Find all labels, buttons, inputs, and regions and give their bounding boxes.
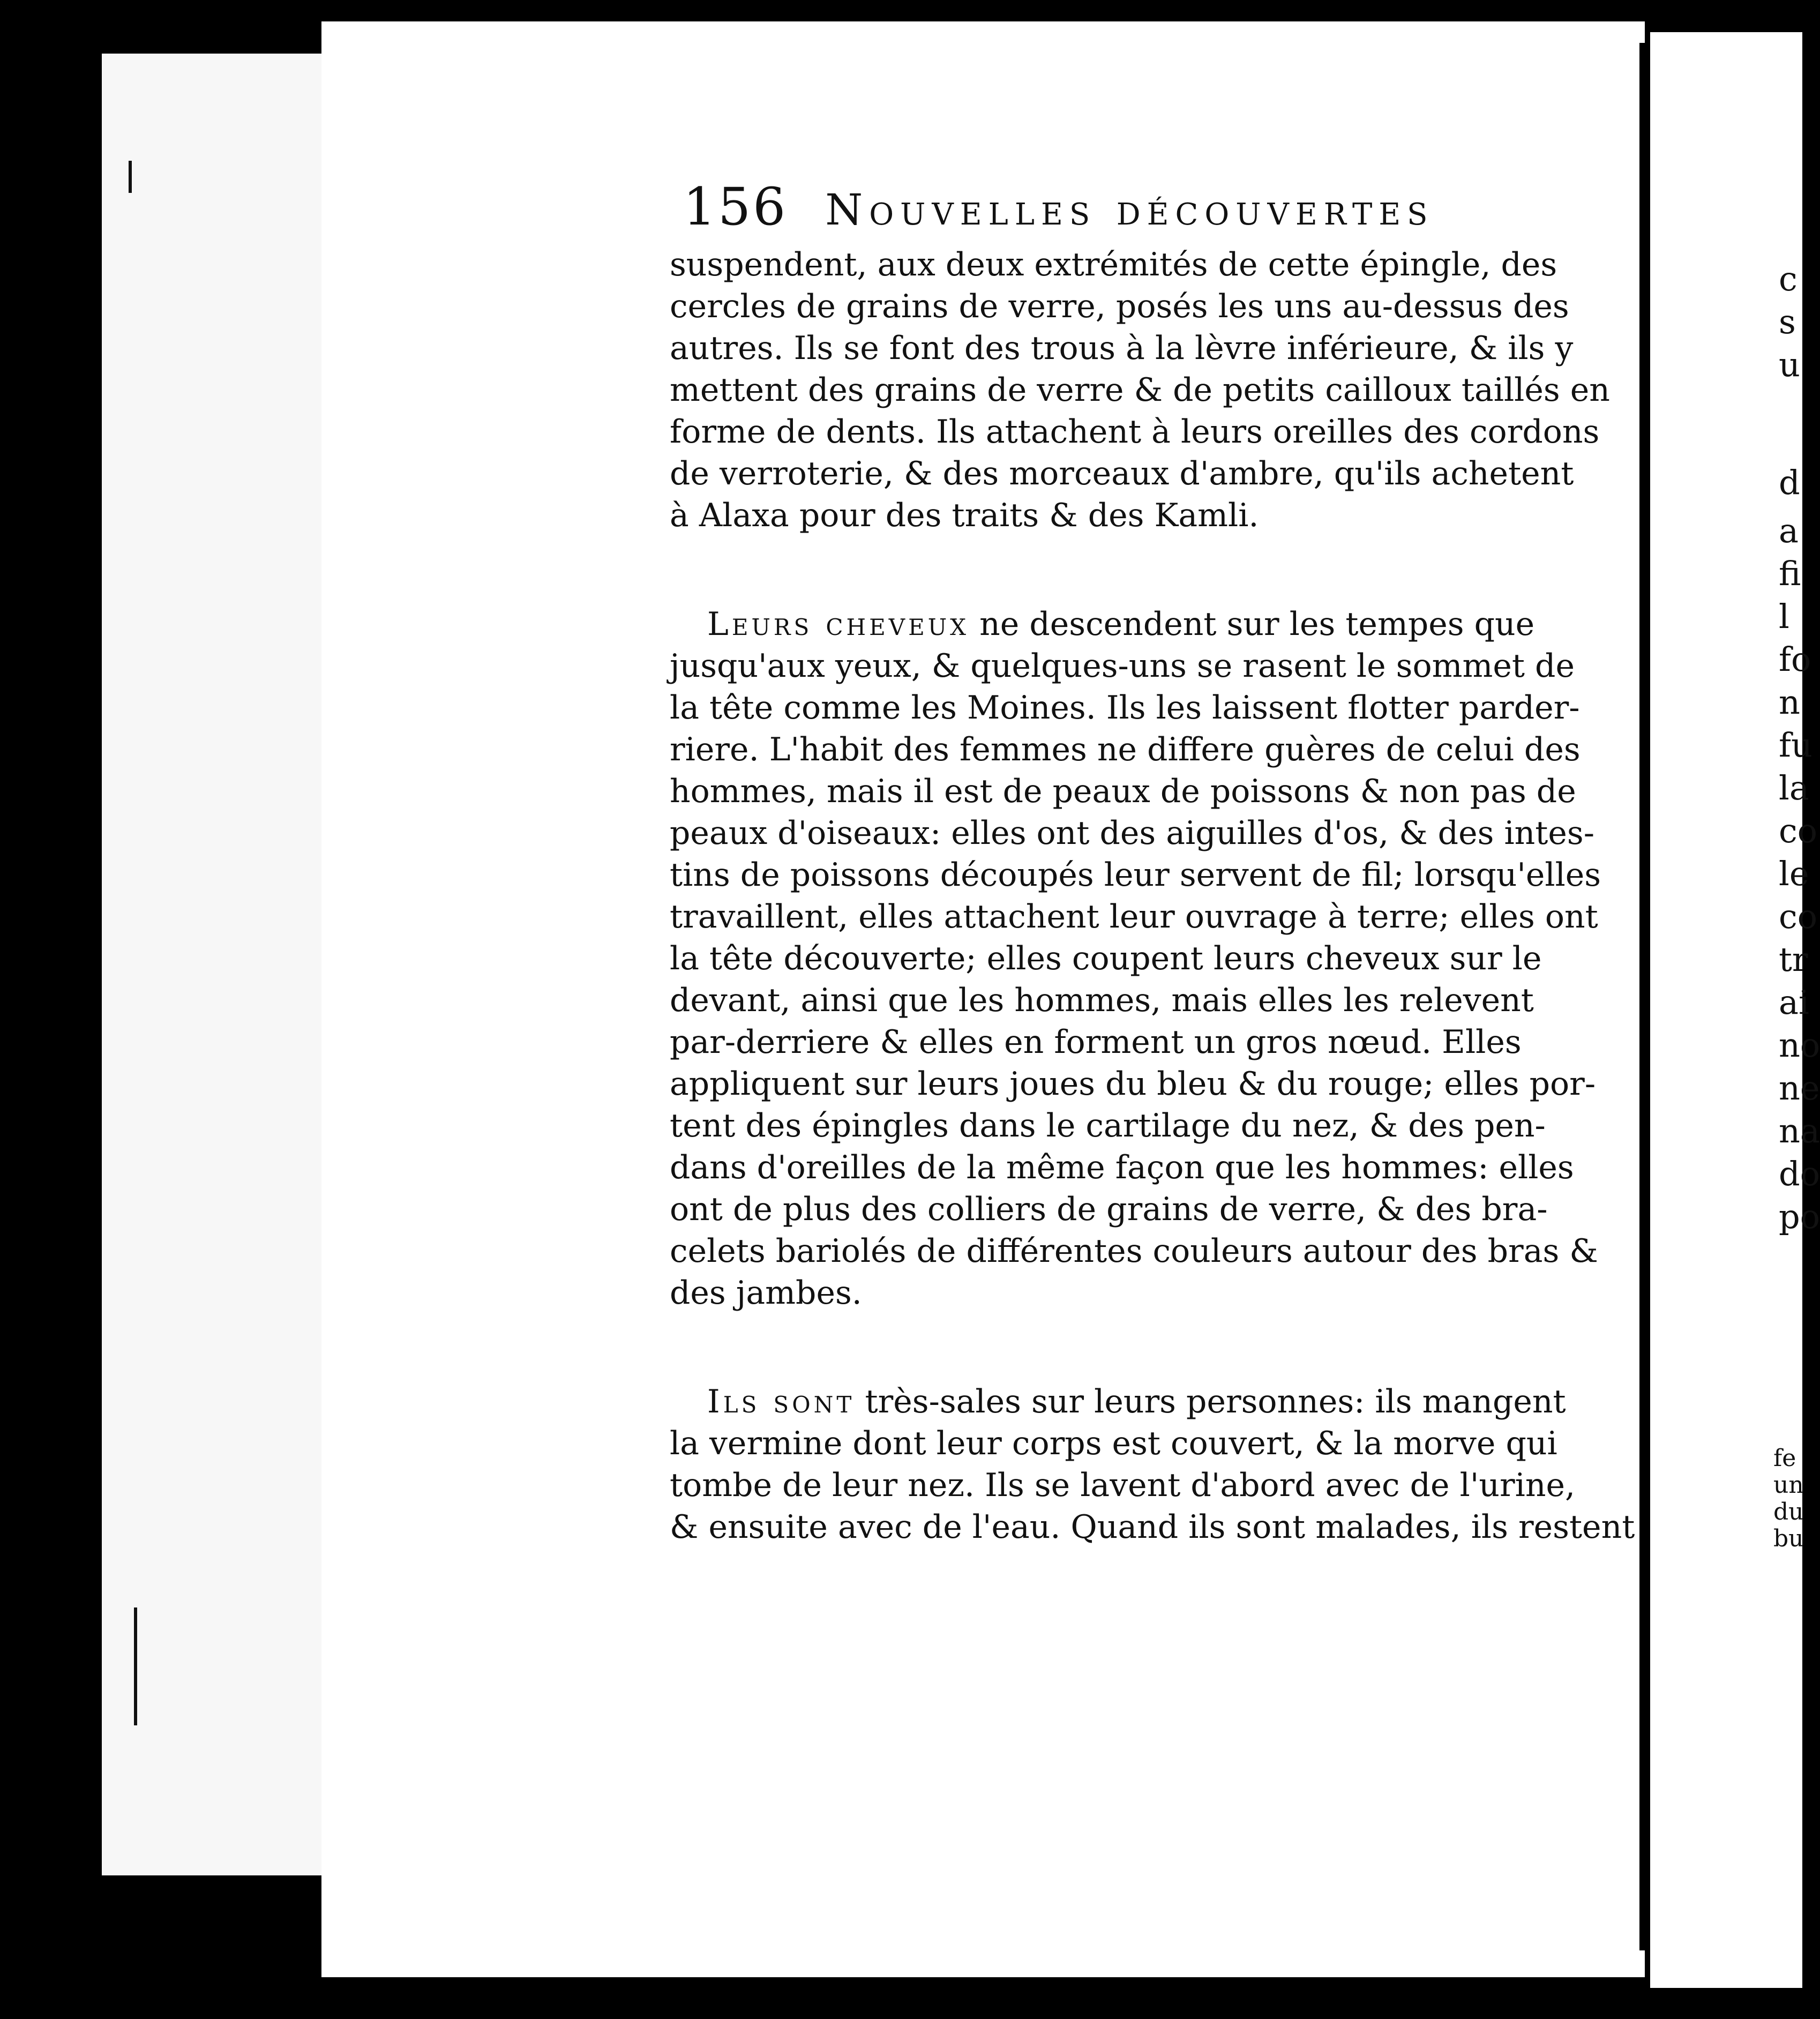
paragraph (670, 244, 1610, 536)
next-page-letter: a (1779, 511, 1799, 550)
next-page-letter: n (1779, 683, 1800, 722)
text-line (670, 411, 1600, 453)
text-line (670, 1423, 1557, 1464)
line-text: riere. L'habit des femmes ne differe guères de celui des (670, 731, 1581, 768)
body-text (670, 244, 1635, 1615)
text-line (670, 896, 1598, 938)
next-page-letter: s (1779, 302, 1796, 341)
text-line (670, 1230, 1598, 1272)
next-page-letter: na (1779, 1111, 1820, 1150)
line-text: la tête découverte; elles coupent leurs cheveux sur le (670, 940, 1542, 977)
text-line (670, 327, 1574, 369)
next-page-letter: fe (1773, 1445, 1796, 1472)
next-page-letter: fo (1779, 640, 1811, 679)
text-line (670, 938, 1542, 979)
text-line (670, 1021, 1522, 1063)
next-page-letter: tr (1779, 940, 1808, 979)
text-line (670, 1506, 1635, 1548)
paragraph (670, 1381, 1635, 1548)
paragraph-lead: Leurs cheveux (707, 605, 970, 643)
running-head (683, 177, 1500, 237)
line-text: hommes, mais il est de peaux de poissons & non pas de (670, 773, 1576, 810)
line-text: celets bariolés de différentes couleurs autour des bras & (670, 1232, 1598, 1270)
text-line (670, 1381, 1566, 1423)
next-page-letter: ne (1779, 1068, 1820, 1108)
line-text: autres. Ils se font des trous à la lèvre inférieure, & ils y (670, 330, 1574, 367)
line-text: des jambes. (670, 1274, 862, 1312)
line-text: très-sales sur leurs personnes: ils mangent (855, 1383, 1566, 1420)
text-line (670, 1147, 1574, 1188)
page-gutter-shadow (1639, 43, 1650, 1950)
line-text: forme de dents. Ils attachent à leurs oreilles des cordons (670, 413, 1600, 451)
text-line (670, 812, 1594, 854)
next-page-letter: ai (1779, 983, 1809, 1022)
line-text: à Alaxa pour des traits & des Kamli. (670, 497, 1259, 534)
line-text: tins de poissons découpés leur servent de fil; lorsqu'elles (670, 856, 1601, 894)
next-page-letter: po (1779, 1197, 1820, 1236)
next-page-letter: du (1773, 1498, 1804, 1526)
text-line (670, 729, 1581, 771)
next-page-letter: fu (1779, 726, 1812, 765)
running-title: Nouvelles découvertes (825, 185, 1434, 235)
line-text: appliquent sur leurs joues du bleu & du rouge; elles por- (670, 1065, 1596, 1103)
line-text: par-derriere & elles en forment un gros nœud. Elles (670, 1023, 1522, 1061)
paragraph (670, 603, 1601, 1314)
line-text: ne descendent sur les tempes que (969, 605, 1535, 643)
text-line (670, 854, 1601, 896)
text-line (670, 771, 1576, 812)
line-text: peaux d'oiseaux: elles ont des aiguilles d'os, & des intes- (670, 814, 1594, 852)
line-text: suspendent, aux deux extrémités de cette épingle, des (670, 246, 1557, 283)
next-page-letter: le (1779, 854, 1809, 893)
line-text: jusqu'aux yeux, & quelques-uns se rasent le sommet de (670, 647, 1575, 685)
text-line (670, 979, 1534, 1021)
text-line (670, 603, 1535, 645)
next-page-letter: co (1779, 897, 1818, 936)
line-text: la tête comme les Moines. Ils les laissent flotter parder- (670, 689, 1580, 727)
next-page-letter: no (1779, 1026, 1820, 1065)
edge-mark (129, 161, 132, 193)
next-page-fragment (1650, 32, 1820, 1988)
next-page-letter: fi (1779, 554, 1801, 593)
next-page-letter: d (1779, 463, 1800, 502)
line-text: mettent des grains de verre & de petits cailloux taillés en (670, 371, 1610, 409)
next-page-letter: un (1773, 1471, 1804, 1499)
next-page-letter: do (1779, 1154, 1820, 1193)
text-line (670, 1272, 1497, 1314)
text-line (670, 286, 1569, 327)
text-line (670, 495, 1497, 536)
facing-page-edge (102, 54, 327, 1875)
line-text: tombe de leur nez. Ils se lavent d'abord avec de l'urine, (670, 1467, 1576, 1504)
next-page-letter: u (1779, 345, 1800, 384)
line-text: devant, ainsi que les hommes, mais elles les relevent (670, 982, 1534, 1019)
text-line (670, 1105, 1546, 1147)
text-line (670, 244, 1557, 286)
text-line (670, 1063, 1596, 1105)
text-line (670, 1188, 1548, 1230)
line-text: la vermine dont leur corps est couvert, & la morve qui (670, 1425, 1557, 1462)
text-line (670, 369, 1610, 411)
next-page-letter: c (1779, 259, 1797, 298)
next-page-letter: la (1779, 768, 1809, 807)
line-text: ont de plus des colliers de grains de verre, & des bra- (670, 1191, 1548, 1228)
text-line (670, 1464, 1576, 1506)
line-text: tent des épingles dans le cartilage du nez, & des pen- (670, 1107, 1546, 1145)
line-text: travaillent, elles attachent leur ouvrage à terre; elles ont (670, 898, 1598, 936)
edge-mark (134, 1607, 137, 1725)
paragraph-lead: Ils sont (707, 1383, 855, 1420)
next-page-letter: bu (1773, 1525, 1804, 1552)
next-page-letter: l (1779, 597, 1789, 636)
line-text: de verroterie, & des morceaux d'ambre, qu'ils achetent (670, 455, 1574, 492)
page-number: 156 (683, 177, 788, 237)
line-text: dans d'oreilles de la même façon que les hommes: elles (670, 1149, 1574, 1186)
line-text: & ensuite avec de l'eau. Quand ils sont malades, ils restent (670, 1508, 1635, 1546)
text-line (670, 453, 1574, 495)
next-page-letter: co (1779, 811, 1818, 850)
text-line (670, 687, 1580, 729)
line-text: cercles de grains de verre, posés les uns au-dessus des (670, 288, 1569, 325)
text-line (670, 645, 1575, 687)
